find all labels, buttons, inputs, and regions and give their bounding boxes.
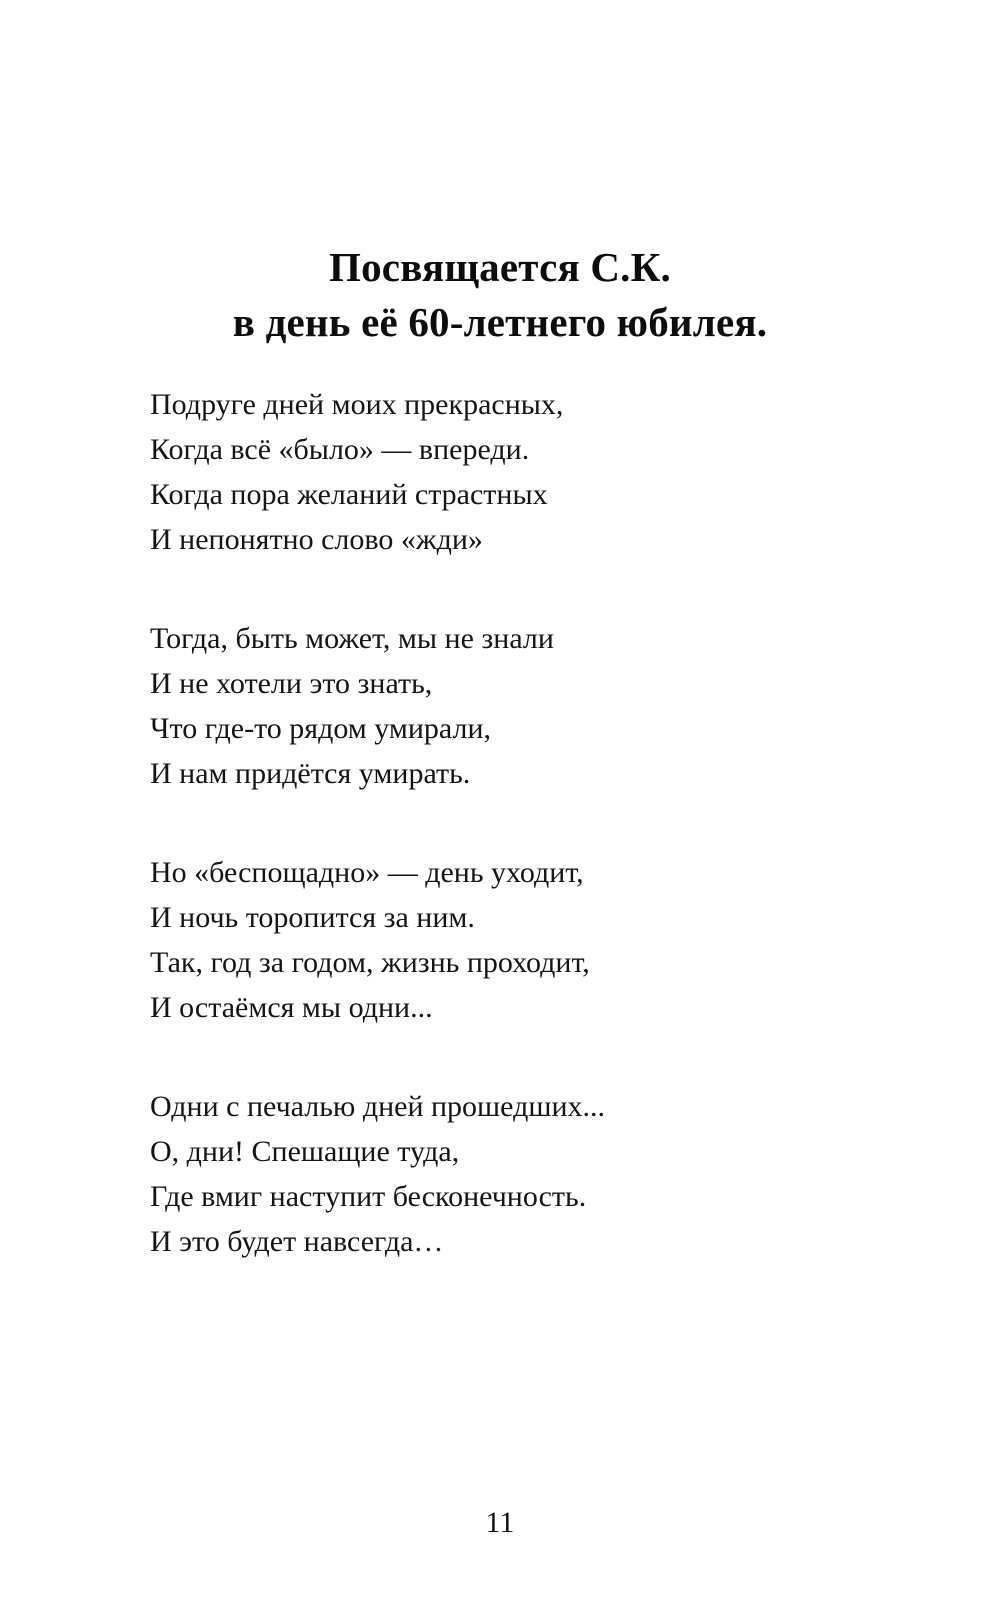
poem-line: И не хотели это знать, (150, 667, 433, 700)
title-line-2: в день её 60-летнего юбилея. (232, 299, 768, 345)
poem-line: И остаёмся мы одни... (150, 991, 433, 1024)
poem-line: О, дни! Спешащие туда, (150, 1135, 460, 1168)
poem-line: И нам придётся умирать. (150, 757, 471, 790)
poem-line: Одни с печалью дней прошедших... (150, 1090, 605, 1123)
poem-line: И ночь торопится за ним. (150, 901, 475, 934)
poem-line: Но «беспощадно» — день уходит, (150, 856, 584, 889)
poem-line: И непонятно слово «жди» (150, 523, 483, 556)
stanza (150, 850, 850, 1030)
page-number: 11 (485, 1506, 515, 1539)
poem-line: Когда пора желаний страстных (150, 478, 548, 511)
stanza (150, 616, 850, 796)
title-line-1: Посвящается С.К. (329, 244, 671, 290)
poem-line: Тогда, быть может, мы не знали (150, 622, 554, 655)
poem-line: И это будет навсегда… (150, 1225, 444, 1258)
poem-line: Подруге дней моих прекрасных, (150, 388, 564, 421)
poem-line: Когда всё «было» — впереди. (150, 433, 530, 466)
stanza (150, 382, 850, 562)
poem-line: Где вмиг наступит бесконечность. (150, 1180, 587, 1213)
poem-line: Так, год за годом, жизнь проходит, (150, 946, 590, 979)
poem-line: Что где-то рядом умирали, (150, 712, 492, 745)
poem-body (150, 382, 850, 1264)
stanza (150, 1084, 850, 1264)
poem-title (0, 240, 1000, 350)
